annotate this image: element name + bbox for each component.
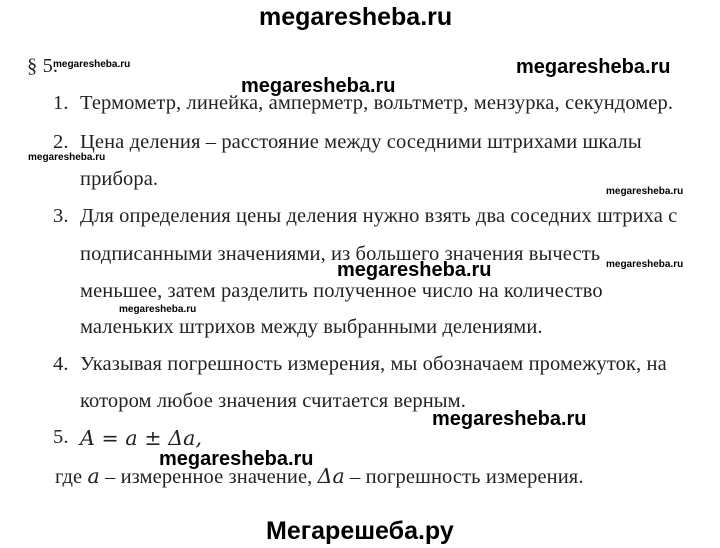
item-3-line-1: Для определения цены деления нужно взять два соседних штриха с [80, 205, 678, 227]
item-2-number: 2. [53, 131, 69, 153]
watermark-small-5: megaresheba.ru [119, 304, 197, 315]
item-1-line-1: Термометр, линейка, амперметр, вольтметр, мензурка, секундомер. [80, 92, 674, 114]
explanation-suffix: – погрешность измерения. [344, 466, 584, 488]
item-5-number: 5. [53, 426, 69, 448]
item-2-line-1: Цена деления – расстояние между соседними штрихами шкалы [80, 131, 642, 153]
watermark-big-5: megaresheba.ru [159, 448, 314, 470]
item-2-line-2: прибора. [80, 168, 159, 190]
watermark-small-1: megaresheba.ru [53, 59, 131, 70]
item-3-line-4: маленьких штрихов между выбранными делениями. [80, 316, 543, 338]
watermark-big-1: megaresheba.ru [241, 75, 396, 97]
item-4-line-2: котором любое значения считается верным. [80, 390, 466, 412]
header-watermark: megaresheba.ru [259, 3, 453, 31]
formula-explanation [55, 464, 584, 489]
watermark-small-4: megaresheba.ru [606, 259, 684, 270]
item-4-line-1: Указывая погрешность измерения, мы обозначаем промежуток, на [80, 353, 667, 375]
explanation-middle: – измеренное значение, [99, 466, 318, 488]
formula-expression: A = a ± Δa, [80, 426, 203, 450]
watermark-big-4: megaresheba.ru [432, 408, 587, 430]
item-4-number: 4. [53, 353, 69, 375]
item-3-line-2: подписанными значениями, из большего значения вычесть [80, 243, 601, 265]
variable-a: a [87, 464, 100, 488]
watermark-big-2: megaresheba.ru [516, 56, 671, 78]
section-label: § 5. [27, 55, 59, 77]
item-3-number: 3. [53, 205, 69, 227]
watermark-small-2: megaresheba.ru [28, 152, 106, 163]
watermark-big-3: megaresheba.ru [337, 259, 492, 281]
explanation-prefix: где [55, 466, 88, 488]
item-1-number: 1. [53, 92, 69, 114]
watermark-small-3: megaresheba.ru [606, 186, 684, 197]
variable-delta-a: Δa [317, 464, 345, 488]
footer-watermark: Мегарешеба.ру [266, 517, 454, 545]
item-3-line-3: меньшее, затем разделить полученное число на количество [80, 280, 603, 302]
